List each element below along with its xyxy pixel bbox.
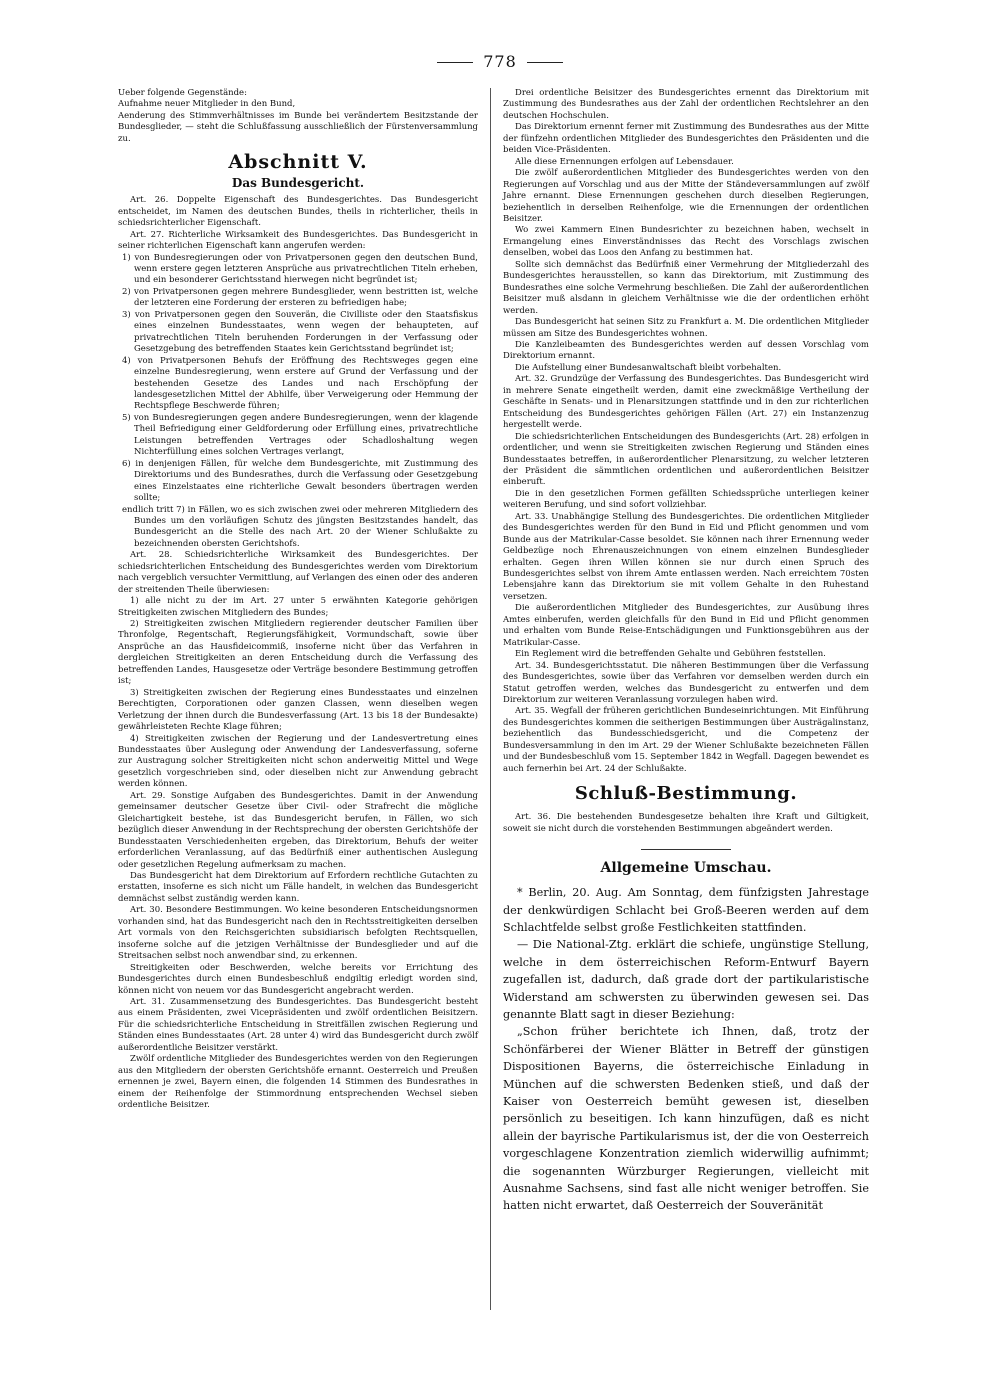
right-column-paragraph: Die außerordentlichen Mitglieder des Bundesgerichtes, zur Ausübung ihres Amtes einberufen, werden gleichfalls für den Bund in Eid und Pflicht genommen und erhalten vom Bunde Reise-Entschädigungen und Funktionsgebühren aus der Matrikular-Casse. [503,603,869,648]
right-column-paragraph: Die schiedsrichterlichen Entscheidungen des Bundesgerichts (Art. 28) erfolgen in ordentlicher, und wenn sie Streitigkeiten zwischen Regierung und Ständen eines Bundesstaates betreffen, in außerordentlicher Plenarsitzung, zu welcher letzteren der Präsident die sämmtlichen ordentlichen und außerordentlichen Beisitzer einberuft. [503,431,869,488]
left-column-paragraph: Aufnahme neuer Mitglieder in den Bund, [118,99,296,110]
left-column-paragraph: 4) von Privatpersonen Behufs der Eröffnung des Rechtsweges gegen eine einzelne Bundesregierung, wenn erstere auf Grund der Verfassung und der bestehenden Gesetze des Landes und nach Erschöpfung der landesgesetzlichen Mittel der Abhilfe, über Verweigerung oder Hemmung der Rechtspflege Beschwerde führen; [122,355,478,412]
left-column-paragraph: endlich tritt 7) in Fällen, wo es sich zwischen zwei oder mehreren Mitgliedern des Bundes um den vorläufigen Schutz des jüngsten Besitzstandes handelt, das Bundesgericht an die Stelle des nach Art. 20 der Wiener Schlußakte zu bezeichnenden obersten Gerichtshofs. [122,504,478,549]
right-column-paragraph: Die Aufstellung einer Bundesanwaltschaft bleibt vorbehalten. [515,362,782,373]
left-column [118,88,478,1112]
section-heading: Abschnitt V. [228,151,368,174]
left-column-paragraph: Das Bundesgericht hat dem Direktorium auf Erfordern rechtliche Gutachten zu erstatten, insoferne es sich nicht um Fälle handelt, in welchen das Bundesgericht demnächst selbst zuständig werden kann. [118,871,478,904]
left-column-paragraph: 3) von Privatpersonen gegen den Souverän, die Civilliste oder den Staatsfiskus eines einzelnen Bundesstaates, wenn wegen der behaupteten, auf privatrechtlichen Titeln beruhenden Forderungen in der Verfassung oder Gesetzgebung des betreffenden Staates kein Gerichtsstand begründet ist; [122,309,478,355]
news-paragraph: — Die National-Ztg. erklärt die schiefe, ungünstige Stellung, welche in dem österreichischen Reform-Entwurf Bayern zugefallen ist, dadurch, daß grade dort der partikularistische Widerstand am schwersten zu überwinden gewesen sei. Das genannte Blatt sagt in dieser Beziehung: [503,938,869,1021]
left-column-paragraph: Art. 31. Zusammensetzung des Bundesgerichtes. Das Bundesgericht besteht aus einem Präsidenten, zwei Vicepräsidenten und zwölf ordentlichen Beisitzern. Für die schiedsrichterliche Entscheidung in Streitfällen zwischen Regierung und Ständen eines Bundesstaates (Art. 28 unter 4) wird das Bundesgericht durch zwölf außerordentliche Beisitzer verstärkt. [118,996,478,1053]
left-column-paragraph: Ueber folgende Gegenstände: [118,88,247,98]
page-number [0,52,1000,71]
left-column-paragraph: 3) Streitigkeiten zwischen der Regierung eines Bundesstaates und einzelnen Berechtigten, Corporationen oder ganzen Classen, wenn dieselben wegen Verletzung der ihnen durch die Bundesverfassung (Art. 13 bis 18 der Bundesakte) gewährleisteten Rechte Klage führen; [118,687,478,733]
left-column-paragraph: Zwölf ordentliche Mitglieder des Bundesgerichtes werden von den Regierungen aus den Mitgliedern der obersten Gerichtshöfe ernannt. Oesterreich und Preußen ernennen je zwei, Bayern einen, die folgenden 14 Stimmen des Bundesrathes in einem der Reihenfolge der Stimmordnung entsprechenden Wechsel sieben ordentliche Beisitzer. [118,1054,478,1111]
right-column [503,88,869,1215]
left-column-paragraph: 2) von Privatpersonen gegen mehrere Bundesglieder, wenn bestritten ist, welche der letzteren eine Forderung der ersteren zu befriedigen habe; [122,286,478,309]
right-column-paragraph: Ein Reglement wird die betreffenden Gehalte und Gebühren feststellen. [515,649,826,660]
left-column-paragraph: Streitigkeiten oder Beschwerden, welche bereits vor Errichtung des Bundesgerichtes durch einen Bundesbeschluß endgiltig erledigt worden sind, können nicht von neuem vor das Bundesgericht angebracht werden. [118,962,478,996]
schluss-heading: Schluß-Bestimmung. [574,783,798,805]
column-divider [490,88,491,1310]
right-column-paragraph: Art. 35. Wegfall der früheren gerichtlichen Bundeseinrichtungen. Mit Einführung des Bundesgerichtes kommen die seitherigen Bestimmungen über Austrägalinstanz, beziehentlich das Bundesschiedsgericht, und die Competenz der Bundesversammlung in den im Art. 29 der Wiener Schlußakte bezeichneten Fällen und der Bundesbeschluß vom 15. September 1842 in Wegfall. Dagegen bewendet es auch fernerhin bei Art. 24 der Schlußakte. [503,706,869,774]
news-paragraph: „Schon früher berichtete ich Ihnen, daß, trotz der Schönfärberei der Wiener Blätter in Betreff der günstigen Dispositionen Bayerns, die österreichische Einladung in München auf die schwersten Bedenken stieß, und daß der Kaiser von Oesterreich bemüht gewesen ist, dieselben persönlich zu beseitigen. Ich kann hinzufügen, daß es nicht allein der bayrische Partikularismus ist, der die von Oesterreich vorgeschlagene Konzentration ziemlich widerwillig aufnimmt; die sogenannten Würzburger Regierungen, vielleicht mit Ausnahme Sachsens, sind fast alle nicht weniger betroffen. Sie hatten nicht erwartet, daß Oesterreich der Souveränität [503,1025,869,1213]
right-column-paragraph: Die zwölf außerordentlichen Mitglieder des Bundesgerichtes werden von den Regierungen auf Vorschlag und aus der Mitte der Ständeversammlungen auf zwölf Jahre ernannt. Diese Ernennungen geschehen durch dieselben Regierungen, beziehentlich in derselben Reihenfolge, wie die Ernennungen der ordentlichen Beisitzer. [503,168,869,224]
right-column-paragraph: Das Bundesgericht hat seinen Sitz zu Frankfurt a. M. Die ordentlichen Mitglieder müssen am Sitze des Bundesgerichtes wohnen. [503,317,869,339]
left-column-paragraph: 5) von Bundesregierungen gegen andere Bundesregierungen, wenn der klagende Theil Befriedigung einer Geldforderung oder Erfüllung eines, privatrechtliche Leistungen betreffenden Vertrages oder Schadloshaltung wegen Nichterfüllung eines solchen Vertrages verlangt, [122,412,478,458]
left-column-paragraph: Art. 28. Schiedsrichterliche Wirksamkeit des Bundesgerichtes. Der schiedsrichterlichen Entscheidung des Bundesgerichtes werden vom Direktorium nach vergeblich versuchter Vermittlung, auf Verlangen des einen oder des anderen der streitenden Theile überwiesen: [118,550,478,595]
section-subheading: Das Bundesgericht. [231,176,365,191]
left-column-paragraph: 2) Streitigkeiten zwischen Mitgliedern regierender deutscher Familien über Thronfolge, Regentschaft, Regierungsfähigkeit, Vormundschaft, sowie über Ansprüche an das Hausfideicommiß, insoferne nicht über das Verfahren in dergleichen Streitigkeiten an deren Entscheidung durch die Verfassung des betreffenden Landes, Hausgesetze oder Verträge besondere Bestimmung getroffen ist; [118,619,478,687]
right-column-paragraph: Die Kanzleibeamten des Bundesgerichtes werden auf dessen Vorschlag vom Direktorium ernannt. [503,339,869,362]
news-paragraph: * Berlin, 20. Aug. Am Sonntag, dem fünfzigsten Jahrestage der denkwürdigen Schlacht bei Groß-Beeren werden auf dem Schlachtfelde selbst große Festlichkeiten stattfinden. [503,886,869,934]
right-column-paragraph: Alle diese Ernennungen erfolgen auf Lebensdauer. [515,156,734,167]
page-number-text: 778 [483,52,517,71]
right-column-paragraph: Das Direktorium ernennt ferner mit Zustimmung des Bundesrathes aus der Mitte der fünfzehn ordentlichen Mitglieder des Bundesgerichtes den Präsidenten und die beiden Vice-Präsidenten. [503,122,869,156]
right-column-paragraph: Die in den gesetzlichen Formen gefällten Schiedssprüche unterliegen keiner weiteren Berufung, und sind sofort vollziehbar. [503,488,869,511]
left-column-paragraph: 4) Streitigkeiten zwischen der Regierung und der Landesvertretung eines Bundesstaates über Auslegung oder Anwendung der Landesverfassung, soferne zur Austragung solcher Streitigkeiten nicht schon anderweitig Mittel und Wege gesetzlich vorgeschrieben sind, oder dieselben nicht zur Anwendung gebracht werden können. [118,733,478,790]
page-number-rule-right [527,62,563,63]
right-column-paragraph: Sollte sich demnächst das Bedürfniß einer Vermehrung der Mitgliederzahl des Bundesgerichtes herausstellen, so kann das Direktorium, mit Zustimmung des Bundesrathes eine solche Vermehrung beschließen. Die Zahl der außerordentlichen Beisitzer muß alsdann in gleichem Verhältnisse wie die der ordentlichen erhöht werden. [503,259,869,316]
left-column-paragraph: 6) in denjenigen Fällen, für welche dem Bundesgerichte, mit Zustimmung des Direktoriums und des Bundesrathes, durch die Verfassung oder Gesetzgebung eines Einzelstaates eine richterliche Gewalt besonders übertragen werden sollte; [122,458,478,504]
schluss-text: Art. 36. Die bestehenden Bundesgesetze behalten ihre Kraft und Giltigkeit, soweit sie nicht durch die vorstehenden Bestimmungen abgeändert werden. [503,812,869,834]
left-column-paragraph: 1) alle nicht zu der im Art. 27 unter 5 erwähnten Kategorie gehörigen Streitigkeiten zwischen Mitgliedern des Bundes; [118,596,478,618]
right-column-paragraph: Drei ordentliche Beisitzer des Bundesgerichtes ernennt das Direktorium mit Zustimmung des Bundesrathes aus der Zahl der ordentlichen Rechtslehrer an den deutschen Hochschulen. [503,88,869,121]
right-column-articles [503,88,869,775]
left-column-paragraph: Art. 30. Besondere Bestimmungen. Wo keine besonderen Entscheidungsnormen vorhanden sind, hat das Bundesgericht nach den in Rechtsstreitigkeiten derselben Art vormals von den Reichsgerichten subsidiarisch befolgten Rechtsquellen, insoferne solche auf die jetzigen Verhältnisse der Bundesglieder und auf die Streitsachen selbst noch anwendbar sind, zu erkennen. [118,905,478,962]
left-column-paragraph: 1) von Bundesregierungen oder von Privatpersonen gegen den deutschen Bund, wenn erstere gegen letzteren Ansprüche aus privatrechtlichen Titeln erheben, und ein besonderer Gerichtsstand hierwegen nicht begründet ist; [122,252,478,286]
right-column-paragraph: Art. 33. Unabhängige Stellung des Bundesgerichtes. Die ordentlichen Mitglieder des Bundesgerichtes werden für den Bund in Eid und Pflicht genommen und vom Bunde aus der Matrikular-Casse besoldet. Sie können nach ihrer Ernennung weder Geldbezüge noch Ehrenauszeichnungen von einem einzelnen Bundesglieder erhalten. Gegen ihren Willen können sie nur durch einen Spruch des Bundesgerichtes selbst von ihrem Amte entlassen werden. Nach erreichtem 70sten Lebensjahre kann das Direktorium sie mit vollem Gehalte in den Ruhestand versetzen. [503,511,869,602]
right-column-paragraph: Art. 32. Grundzüge der Verfassung des Bundesgerichtes. Das Bundesgericht wird in mehrere Senate eingetheilt werden, damit eine zweckmäßige Vertheilung der Geschäfte in Senats- und in Plenarsitzungen stattfinde und in den zur richterlichen Entscheidung des Bundesgerichtes gehörigen Fällen (Art. 27) ein Instanzenzug hergestellt werde. [503,374,869,431]
left-column-paragraph: Art. 27. Richterliche Wirksamkeit des Bundesgerichtes. Das Bundesgericht in seiner richterlichen Eigenschaft kann angerufen werden: [118,229,478,252]
left-column-paragraph: Art. 29. Sonstige Aufgaben des Bundesgerichtes. Damit in der Anwendung gemeinsamer deutscher Gesetze über Civil- oder Strafrecht die mögliche Gleichartigkeit bestehe, ist das Bundesgericht berufen, in Fällen, wo sich bezüglich dieser Anwendung in der Rechtsprechung der obersten Gerichtshöfe der Bundesstaaten Verschiedenheiten ergeben, das Direktorium, Behufs der weiter erforderlichen Veranlassung, auf das Bedürfniß einer authentischen Auslegung oder gesetzlichen Regelung aufmerksam zu machen. [118,790,478,870]
right-column-paragraph: Wo zwei Kammern Einen Bundesrichter zu bezeichnen haben, wechselt in Ermangelung eines Einverständnisses das Recht des Vorschlags zwischen denselben, wobei das Loos den Anfang zu bestimmen hat. [503,225,869,259]
page-number-rule-left [437,62,473,63]
right-column-paragraph: Art. 34. Bundesgerichtsstatut. Die näheren Bestimmungen über die Verfassung des Bundesgerichtes, sowie über das Verfahren vor demselben werden durch ein Statut getroffen werden, welches das Bundesgericht zu entwerfen und dem Direktorium zur weiteren Veranlassung vorzulegen haben wird. [503,660,869,706]
umschau-heading: Allgemeine Umschau. [600,860,772,877]
left-column-paragraph: Aenderung des Stimmverhältnisses im Bunde bei verändertem Besitzstande der Bundesglieder, — steht die Schlußfassung ausschließlich der Fürstenversammlung zu. [118,110,478,144]
section-separator [641,849,731,850]
left-column-paragraph: Art. 26. Doppelte Eigenschaft des Bundesgerichtes. Das Bundesgericht entscheidet, im Namen des deutschen Bundes, theils in richterlicher, theils in schiedsrichterlicher Eigenschaft. [118,195,478,229]
